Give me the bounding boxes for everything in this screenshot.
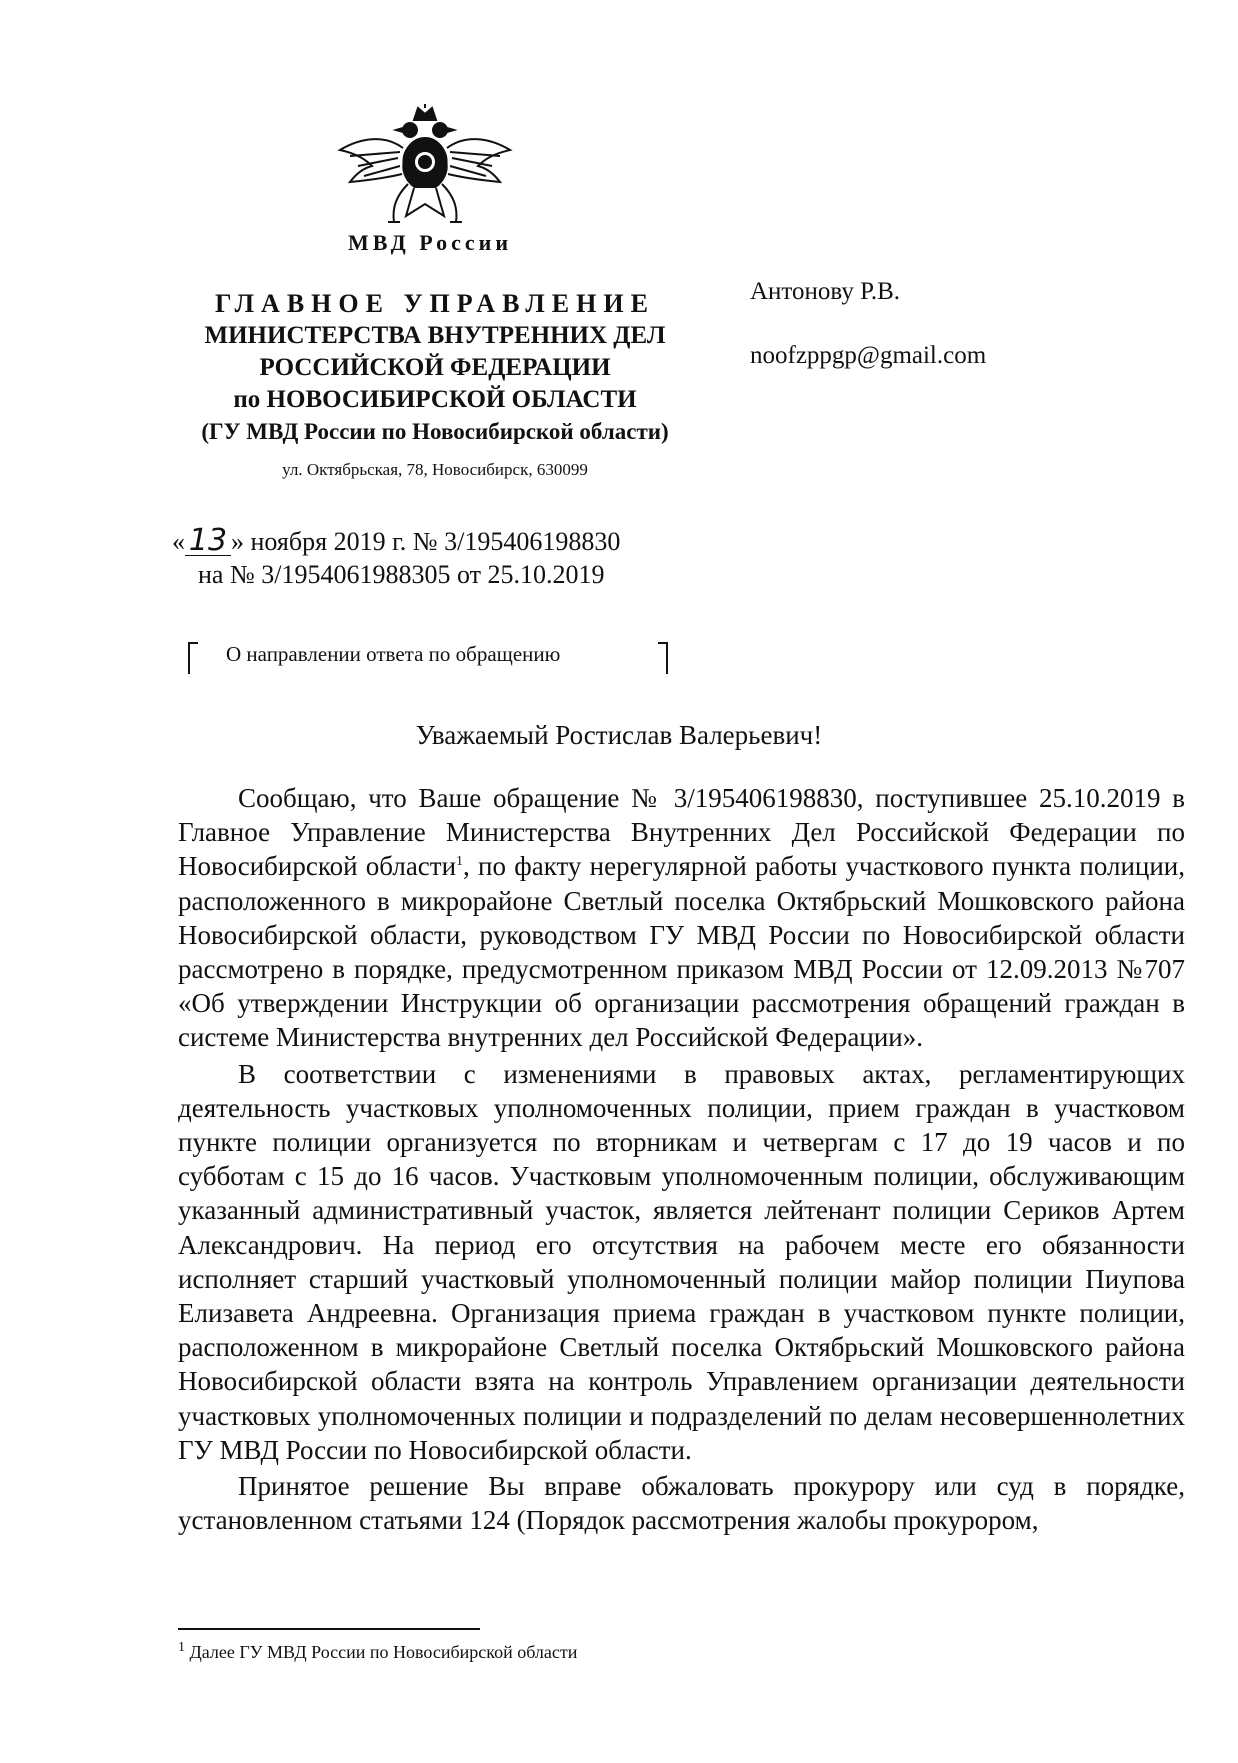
footnote-text: Далее ГУ МВД России по Новосибирской области (185, 1642, 578, 1662)
date-rest: » ноября 2019 г. № 3/195406198830 (231, 527, 621, 556)
letter-body (178, 781, 1185, 1539)
open-quote: « (172, 527, 185, 556)
document-date-number (172, 523, 621, 558)
org-line: МИНИСТЕРСТВА ВНУТРЕННИХ ДЕЛ (204, 322, 666, 349)
ministry-short-name: МВД России (347, 230, 512, 255)
body-paragraph: В соответствии с изменениями в правовых актах, регламентирующих деятельность участковых уполномоченных полиции, прием граждан в участковом пункте полиции организуется по вторникам и четвергам с 17 до 19 часов и по субботам с 15 до 16 часов. Участковым уполномоченным полиции, обслуживающим указанный административный участок, является лейтенант полиции Сериков Артем Александрович. На период его отсутствия на рабочем месте его обязанности исполняет старший участковый уполномоченный полиции майор полиции Пиупова Елизавета Андреевна. Организация приема граждан в участковом пункте полиции, расположенном в микрорайоне Светлый поселка Октябрьский Мошковского района Новосибирской области взята на контроль Управлением организации деятельности участковых уполномоченных полиции и подразделений по делам несовершеннолетних ГУ МВД России по Новосибирской области. (178, 1058, 1185, 1465)
body-paragraph: Принятое решение Вы вправе обжаловать прокурору или суд в порядке, установленном статьями 124 (Порядок рассмотрения жалобы прокурором, (178, 1471, 1185, 1536)
body-paragraph (178, 781, 1185, 1055)
paragraph-text: Сообщаю, что Ваше обращение № 3/195406198830, поступившее 25.10.2019 в Главное Управление Министерства Внутренних Дел Российской Федерации по Новосибирской области (178, 783, 1185, 882)
bracket-left-icon (188, 642, 198, 674)
bracket-right-icon (658, 642, 668, 674)
footnote-divider (178, 1628, 480, 1630)
salutation: Уважаемый Ростислав Валерьевич! (415, 720, 823, 750)
org-line: по НОВОСИБИРСКОЙ ОБЛАСТИ (233, 386, 637, 413)
handwritten-day: 13 (185, 527, 231, 556)
subject-text: О направлении ответа по обращению (226, 642, 561, 666)
org-line: РОССИЙСКОЙ ФЕДЕРАЦИИ (259, 354, 611, 381)
footnote (178, 1642, 577, 1663)
recipient-email: noofzppgp@gmail.com (750, 342, 987, 369)
footnote-number: 1 (178, 1640, 185, 1655)
footnote-mark: 1 (456, 854, 464, 870)
organization-block (175, 288, 695, 448)
subject-block (188, 642, 668, 678)
org-line: (ГУ МВД России по Новосибирской области) (201, 419, 669, 444)
org-line: ГЛАВНОЕ УПРАВЛЕНИЕ (215, 289, 655, 318)
mvd-emblem-icon (336, 104, 514, 232)
paragraph-text: , по факту нерегулярной работы участкового пункта полиции, расположенного в микрорайоне Светлый поселка Октябрьский Мошковского района Новосибирской области, руководством ГУ МВД России по Новосибирской области рассмотрено в порядке, предусмотренном приказом МВД России от 12.09.2013 №707 «Об утверждении Инструкции об организации рассмотрения обращений граждан в системе Министерства внутренних дел Российской Федерации». (178, 851, 1185, 1053)
org-address: ул. Октябрьская, 78, Новосибирск, 630099 (282, 460, 588, 479)
in-reply-to: на № 3/1954061988305 от 25.10.2019 (198, 560, 605, 589)
recipient-name: Антонову Р.В. (750, 278, 901, 305)
